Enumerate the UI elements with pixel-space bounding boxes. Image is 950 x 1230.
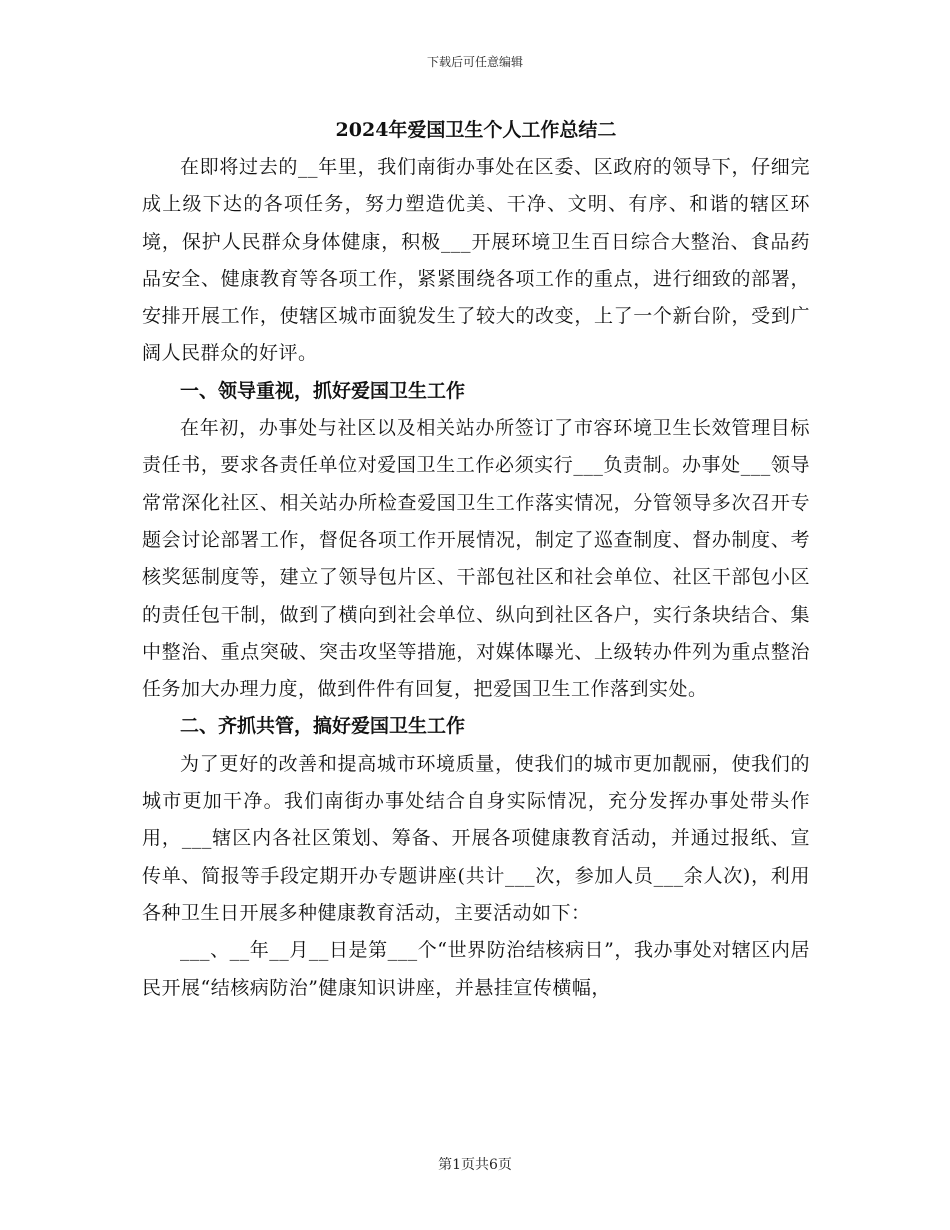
page-header-note: 下载后可任意编辑 bbox=[426, 55, 523, 69]
section-1-paragraph: 在年初，办事处与社区以及相关站办所签订了市容环境卫生长效管理目标责任书，要求各责任单位对爱国卫生工作必须实行___负责制。办事处___领导常常深化社区、相关站办所检查爱国卫生工作落实情况，分管领导多次召开专题会讨论部署工作，督促各项工作开展情况，制定了巡查制度、督办制度、考核奖惩制度等，建立了领导包片区、干部包社区和社会单位、社区干部包小区的责任包干制，做到了横向到社会单位、纵向到社区各户，实行条块结合、集中整治、重点突破、突击攻坚等措施，对媒体曝光、上级转办件列为重点整治任务加大办理力度，做到件件有回复，把爱国卫生工作落到实处。 bbox=[142, 417, 810, 701]
document-body bbox=[142, 111, 810, 1007]
section-1-heading: 一、领导重视，抓好爱国卫生工作 bbox=[180, 379, 466, 402]
intro-paragraph: 在即将过去的__年里，我们南街办事处在区委、区政府的领导下，仔细完成上级下达的各项任务，努力塑造优美、干净、文明、有序、和谐的辖区环境，保护人民群众身体健康，积极___开展环境卫生百日综合大整治、食品药品安全、健康教育等各项工作，紧紧围绕各项工作的重点，进行细致的部署，安排开展工作，使辖区城市面貌发生了较大的改变，上了一个新台阶，受到广阔人民群众的好评。 bbox=[142, 156, 810, 365]
section-2-paragraph: 为了更好的改善和提高城市环境质量，使我们的城市更加靓丽，使我们的城市更加干净。我们南街办事处结合自身实际情况，充分发挥办事处带头作用，___辖区内各社区策划、筹备、开展各项健康教育活动，并通过报纸、宣传单、简报等手段定期开办专题讲座(共计___次，参加人员___余人次)，利用各种卫生日开展多种健康教育活动，主要活动如下： bbox=[142, 752, 810, 924]
activity-1-paragraph: ___、__年__月__日是第___个“世界防治结核病日”，我办事处对辖区内居民开展“结核病防治”健康知识讲座，并悬挂宣传横幅， bbox=[142, 939, 810, 999]
section-2-heading: 二、齐抓共管，搞好爱国卫生工作 bbox=[180, 715, 466, 738]
page-number: 第1页共6页 bbox=[438, 1157, 512, 1173]
document-title: 2024年爱国卫生个人工作总结二 bbox=[335, 119, 617, 141]
